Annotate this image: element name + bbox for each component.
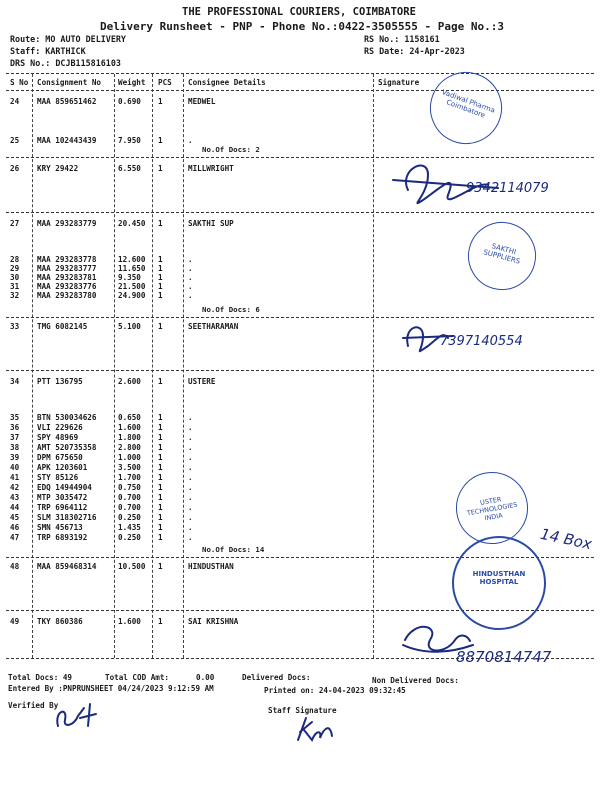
cell-sno: 44 <box>10 503 20 512</box>
column-header-row <box>0 78 600 88</box>
cell-pcs: 1 <box>158 322 163 331</box>
cell-consignee: . <box>188 291 193 300</box>
table-row <box>0 413 600 423</box>
table-row <box>0 377 600 387</box>
cell-sno: 42 <box>10 483 20 492</box>
cell-consignment: TKY 860386 <box>37 617 83 626</box>
cell-consignee: . <box>188 255 193 264</box>
handwritten-phone-3: 8870814747 <box>456 648 552 666</box>
cell-weight: 1.800 <box>118 433 141 442</box>
table-row <box>0 443 600 453</box>
cell-sno: 49 <box>10 617 20 626</box>
cell-sno: 29 <box>10 264 20 273</box>
cell-consignee: . <box>188 273 193 282</box>
rs-date: RS Date: 24-Apr-2023 <box>364 46 465 56</box>
cell-consignee: . <box>188 503 193 512</box>
printed-on: Printed on: 24-04-2023 09:32:45 <box>264 686 406 695</box>
cell-weight: 11.650 <box>118 264 146 273</box>
cell-consignment: TRP 6893192 <box>37 533 88 542</box>
sakthi-stamp: SAKTHI SUPPLIERS <box>460 214 543 297</box>
cell-consignment: STY 85126 <box>37 473 79 482</box>
cell-pcs: 1 <box>158 219 163 228</box>
non-delivered-docs: Non Delivered Docs: <box>372 676 459 685</box>
verified-by-label: Verified By <box>8 701 59 710</box>
cell-sno: 40 <box>10 463 20 472</box>
cell-weight: 9.350 <box>118 273 141 282</box>
table-row <box>0 97 600 107</box>
cell-sno: 32 <box>10 291 20 300</box>
cell-weight: 2.800 <box>118 443 141 452</box>
cell-sno: 37 <box>10 433 20 442</box>
cell-consignment: MAA 293283779 <box>37 219 97 228</box>
cell-sno: 41 <box>10 473 20 482</box>
rs-number: RS No.: 1158161 <box>364 34 440 44</box>
cell-consignment: DPM 675650 <box>37 453 83 462</box>
cell-consignment: VLI 229626 <box>37 423 83 432</box>
cell-consignment: TMG 6082145 <box>37 322 88 331</box>
cell-pcs: 1 <box>158 291 163 300</box>
cell-pcs: 1 <box>158 97 163 106</box>
cell-sno: 39 <box>10 453 20 462</box>
header-top-rule <box>6 73 594 74</box>
cell-consignment: MTP 3035472 <box>37 493 88 502</box>
cell-weight: 5.100 <box>118 322 141 331</box>
cell-consignee: MEDWEL <box>188 97 216 106</box>
group-divider <box>6 370 594 371</box>
cell-pcs: 1 <box>158 164 163 173</box>
cell-pcs: 1 <box>158 413 163 422</box>
entered-by: Entered By :PNPRUNSHEET 04/24/2023 9:12:59 AM <box>8 684 214 693</box>
cell-weight: 6.550 <box>118 164 141 173</box>
cell-consignment: MAA 293283780 <box>37 291 97 300</box>
cell-consignee: HINDUSTHAN <box>188 562 234 571</box>
cell-consignee: . <box>188 433 193 442</box>
cell-weight: 0.250 <box>118 513 141 522</box>
cell-weight: 0.700 <box>118 493 141 502</box>
total-cod-value: 0.00 <box>196 673 215 682</box>
cell-pcs: 1 <box>158 493 163 502</box>
cell-consignment: SMN 456713 <box>37 523 83 532</box>
cell-consignee: . <box>188 264 193 273</box>
cell-pcs: 1 <box>158 377 163 386</box>
cell-sno: 34 <box>10 377 20 386</box>
cell-pcs: 1 <box>158 463 163 472</box>
cell-weight: 0.700 <box>118 503 141 512</box>
cell-weight: 10.500 <box>118 562 146 571</box>
cell-weight: 24.900 <box>118 291 146 300</box>
cell-sno: 25 <box>10 136 20 145</box>
cell-consignment: MAA 293283781 <box>37 273 97 282</box>
col-consignment: Consignment No <box>37 78 102 87</box>
table-row <box>0 136 600 146</box>
cell-consignee: . <box>188 282 193 291</box>
cell-consignment: AMT 520735358 <box>37 443 97 452</box>
cell-pcs: 1 <box>158 473 163 482</box>
handwritten-phone-1: 9342114079 <box>466 181 549 196</box>
cell-weight: 12.600 <box>118 255 146 264</box>
cell-weight: 1.700 <box>118 473 141 482</box>
cell-pcs: 1 <box>158 255 163 264</box>
drs-number: DRS No.: DCJB115816103 <box>10 58 121 68</box>
table-row <box>0 322 600 332</box>
cell-consignee: . <box>188 413 193 422</box>
cell-sno: 24 <box>10 97 20 106</box>
cell-consignee: . <box>188 453 193 462</box>
table-row <box>0 453 600 463</box>
cell-pcs: 1 <box>158 273 163 282</box>
cell-sno: 26 <box>10 164 20 173</box>
cell-consignment: TRP 6964112 <box>37 503 88 512</box>
table-row <box>0 291 600 301</box>
table-row <box>0 433 600 443</box>
cell-consignee: . <box>188 136 193 145</box>
uster-stamp: USTER TECHNOLOGIES INDIA <box>450 466 533 549</box>
cell-sno: 31 <box>10 282 20 291</box>
cell-pcs: 1 <box>158 136 163 145</box>
cell-pcs: 1 <box>158 264 163 273</box>
table-row <box>0 423 600 433</box>
cell-pcs: 1 <box>158 423 163 432</box>
cell-sno: 48 <box>10 562 20 571</box>
col-signature: Signature <box>378 78 420 87</box>
total-docs: Total Docs: 49 <box>8 673 73 682</box>
cell-pcs: 1 <box>158 453 163 462</box>
cell-weight: 0.690 <box>118 97 141 106</box>
cell-sno: 36 <box>10 423 20 432</box>
col-consignee: Consignee Details <box>188 78 266 87</box>
cell-sno: 27 <box>10 219 20 228</box>
cell-consignment: BTN 530034626 <box>37 413 97 422</box>
cell-consignment: MAA 293283776 <box>37 282 97 291</box>
verified-signature <box>50 696 110 736</box>
docs-count: No.Of Docs: 6 <box>202 305 260 314</box>
cell-consignment: PTT 136795 <box>37 377 83 386</box>
cell-consignee: SAKTHI SUP <box>188 219 234 228</box>
cell-consignee: . <box>188 443 193 452</box>
docs-count: No.Of Docs: 2 <box>202 145 260 154</box>
cell-consignment: MAA 102443439 <box>37 136 97 145</box>
staff-signature-label: Staff Signature <box>268 706 337 715</box>
cell-consignee: . <box>188 463 193 472</box>
cell-consignment: APK 1203601 <box>37 463 88 472</box>
staff-label: Staff: KARTHICK <box>10 46 86 56</box>
staff-signature <box>290 708 340 748</box>
cell-consignment: MAA 293283778 <box>37 255 97 264</box>
cell-consignment: MAA 859468314 <box>37 562 97 571</box>
cell-weight: 1.600 <box>118 423 141 432</box>
cell-weight: 7.950 <box>118 136 141 145</box>
cell-pcs: 1 <box>158 523 163 532</box>
cell-sno: 46 <box>10 523 20 532</box>
pharma-stamp: Vadiwal Pharma Coimbatore <box>420 62 512 154</box>
cell-sno: 33 <box>10 322 20 331</box>
cell-sno: 35 <box>10 413 20 422</box>
cell-pcs: 1 <box>158 282 163 291</box>
cell-weight: 21.500 <box>118 282 146 291</box>
cell-sno: 28 <box>10 255 20 264</box>
cell-pcs: 1 <box>158 617 163 626</box>
cell-pcs: 1 <box>158 433 163 442</box>
cell-weight: 1.600 <box>118 617 141 626</box>
handwritten-phone-2: 7397140554 <box>440 334 523 349</box>
col-sno: S No <box>10 78 29 87</box>
cell-consignee: . <box>188 513 193 522</box>
delivered-docs: Delivered Docs: <box>242 673 311 682</box>
cell-weight: 0.250 <box>118 533 141 542</box>
cell-pcs: 1 <box>158 562 163 571</box>
cell-consignment: KRY 29422 <box>37 164 79 173</box>
runsheet-subtitle: Delivery Runsheet - PNP - Phone No.:0422-3505555 - Page No.:3 <box>100 20 504 33</box>
cell-sno: 47 <box>10 533 20 542</box>
cell-pcs: 1 <box>158 533 163 542</box>
total-cod-label: Total COD Amt: <box>105 673 170 682</box>
cell-sno: 45 <box>10 513 20 522</box>
cell-consignee: . <box>188 493 193 502</box>
docs-count: No.Of Docs: 14 <box>202 545 265 554</box>
cell-consignee: MILLWRIGHT <box>188 164 234 173</box>
cell-weight: 0.750 <box>118 483 141 492</box>
col-pcs: PCS <box>158 78 172 87</box>
cell-consignment: MAA 859651462 <box>37 97 97 106</box>
cell-consignment: MAA 293283777 <box>37 264 97 273</box>
cell-consignee: . <box>188 523 193 532</box>
cell-consignee: SEETHARAMAN <box>188 322 239 331</box>
group-divider <box>6 317 594 318</box>
cell-weight: 3.500 <box>118 463 141 472</box>
table-row <box>0 463 600 473</box>
cell-consignment: SLM 318302716 <box>37 513 97 522</box>
company-title: THE PROFESSIONAL COURIERS, COIMBATORE <box>182 6 416 18</box>
cell-consignment: EDQ 14944904 <box>37 483 92 492</box>
cell-sno: 30 <box>10 273 20 282</box>
cell-consignee: . <box>188 533 193 542</box>
cell-consignee: . <box>188 473 193 482</box>
cell-sno: 43 <box>10 493 20 502</box>
cell-weight: 2.600 <box>118 377 141 386</box>
cell-consignee: . <box>188 423 193 432</box>
cell-pcs: 1 <box>158 513 163 522</box>
cell-consignee: SAI KRISHNA <box>188 617 239 626</box>
cell-consignee: . <box>188 483 193 492</box>
cell-sno: 38 <box>10 443 20 452</box>
cell-weight: 20.450 <box>118 219 146 228</box>
handwritten-box-note: 14 Box <box>538 524 594 554</box>
cell-weight: 0.650 <box>118 413 141 422</box>
cell-pcs: 1 <box>158 483 163 492</box>
col-weight: Weight <box>118 78 146 87</box>
cell-consignee: USTERE <box>188 377 216 386</box>
cell-pcs: 1 <box>158 443 163 452</box>
cell-weight: 1.435 <box>118 523 141 532</box>
cell-consignment: SPY 48969 <box>37 433 79 442</box>
hindusthan-stamp: HINDUSTHAN HOSPITAL <box>452 536 546 630</box>
header-bottom-rule <box>6 90 594 91</box>
cell-pcs: 1 <box>158 503 163 512</box>
cell-weight: 1.000 <box>118 453 141 462</box>
route-label: Route: MO AUTO DELIVERY <box>10 34 126 44</box>
